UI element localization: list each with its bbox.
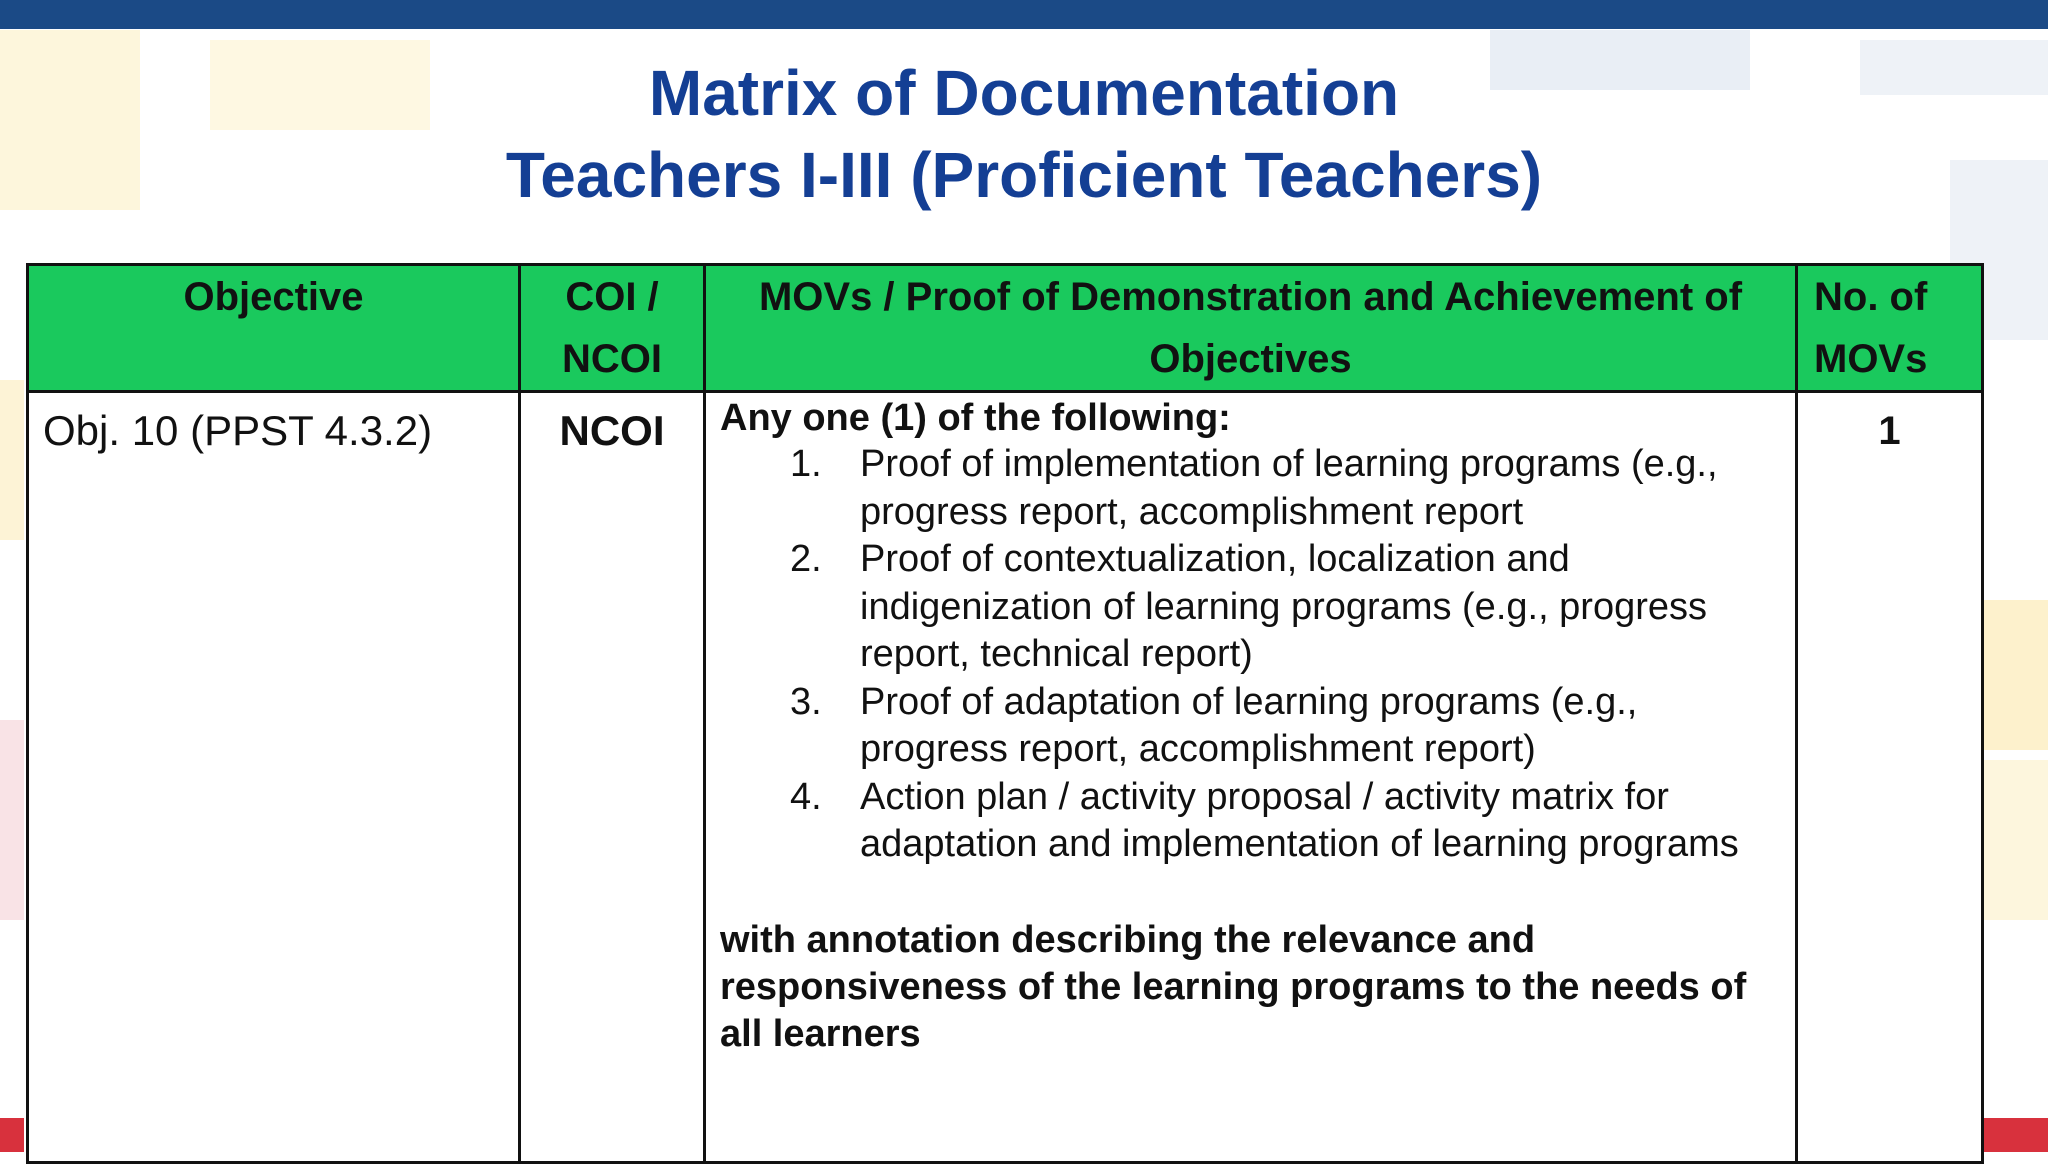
cell-mov-count: 1: [1797, 392, 1983, 1163]
list-item: [720, 679, 1781, 774]
movs-intro: Any one (1) of the following:: [720, 397, 1231, 439]
list-item: [720, 441, 1781, 536]
decor-red-strip: [0, 1118, 24, 1152]
decor-red-strip: [1980, 1118, 2048, 1152]
list-item: [720, 774, 1781, 869]
header-mov-count: No. of MOVs: [1797, 265, 1983, 392]
movs-annotation-note: with annotation describing the relevance and responsiveness of the learning programs to the needs of all learners: [720, 918, 1747, 1055]
list-item-text: Proof of implementation of learning programs (e.g., progress report, accomplishment report: [860, 443, 1718, 533]
decor-square: [1980, 760, 2048, 920]
list-item-number: 1.: [790, 443, 822, 485]
list-item: [720, 536, 1781, 679]
list-item-number: 3.: [790, 680, 822, 723]
decor-square: [0, 720, 24, 920]
header-objective: Objective: [28, 265, 520, 392]
table-row: [28, 392, 1983, 1163]
list-item-text: Action plan / activity proposal / activity matrix for adaptation and implementation of learning programs: [860, 775, 1739, 865]
title-line-2: Teachers I-III (Proficient Teachers): [505, 139, 1543, 211]
decor-square: [0, 380, 24, 540]
list-item-text: Proof of adaptation of learning programs (e.g., progress report, accomplishment report): [860, 680, 1638, 770]
cell-objective: Obj. 10 (PPST 4.3.2): [28, 392, 520, 1163]
cell-movs: [705, 392, 1797, 1163]
top-bar: [0, 0, 2048, 29]
cell-coi: NCOI: [520, 392, 705, 1163]
list-item-number: 4.: [790, 775, 822, 818]
movs-list: [720, 441, 1781, 869]
title-line-1: Matrix of Documentation: [648, 57, 1400, 129]
documentation-matrix-table: [26, 263, 1984, 1164]
list-item-number: 2.: [790, 538, 822, 580]
decor-square: [1980, 600, 2048, 750]
table-header-row: [28, 265, 1983, 392]
header-coi: COI / NCOI: [520, 265, 705, 392]
header-movs: MOVs / Proof of Demonstration and Achievement of Objectives: [705, 265, 1797, 392]
list-item-text: Proof of contextualization, localization and indigenization of learning programs (e.g., progress report, technical report): [860, 538, 1708, 675]
slide-title: [0, 52, 2048, 216]
